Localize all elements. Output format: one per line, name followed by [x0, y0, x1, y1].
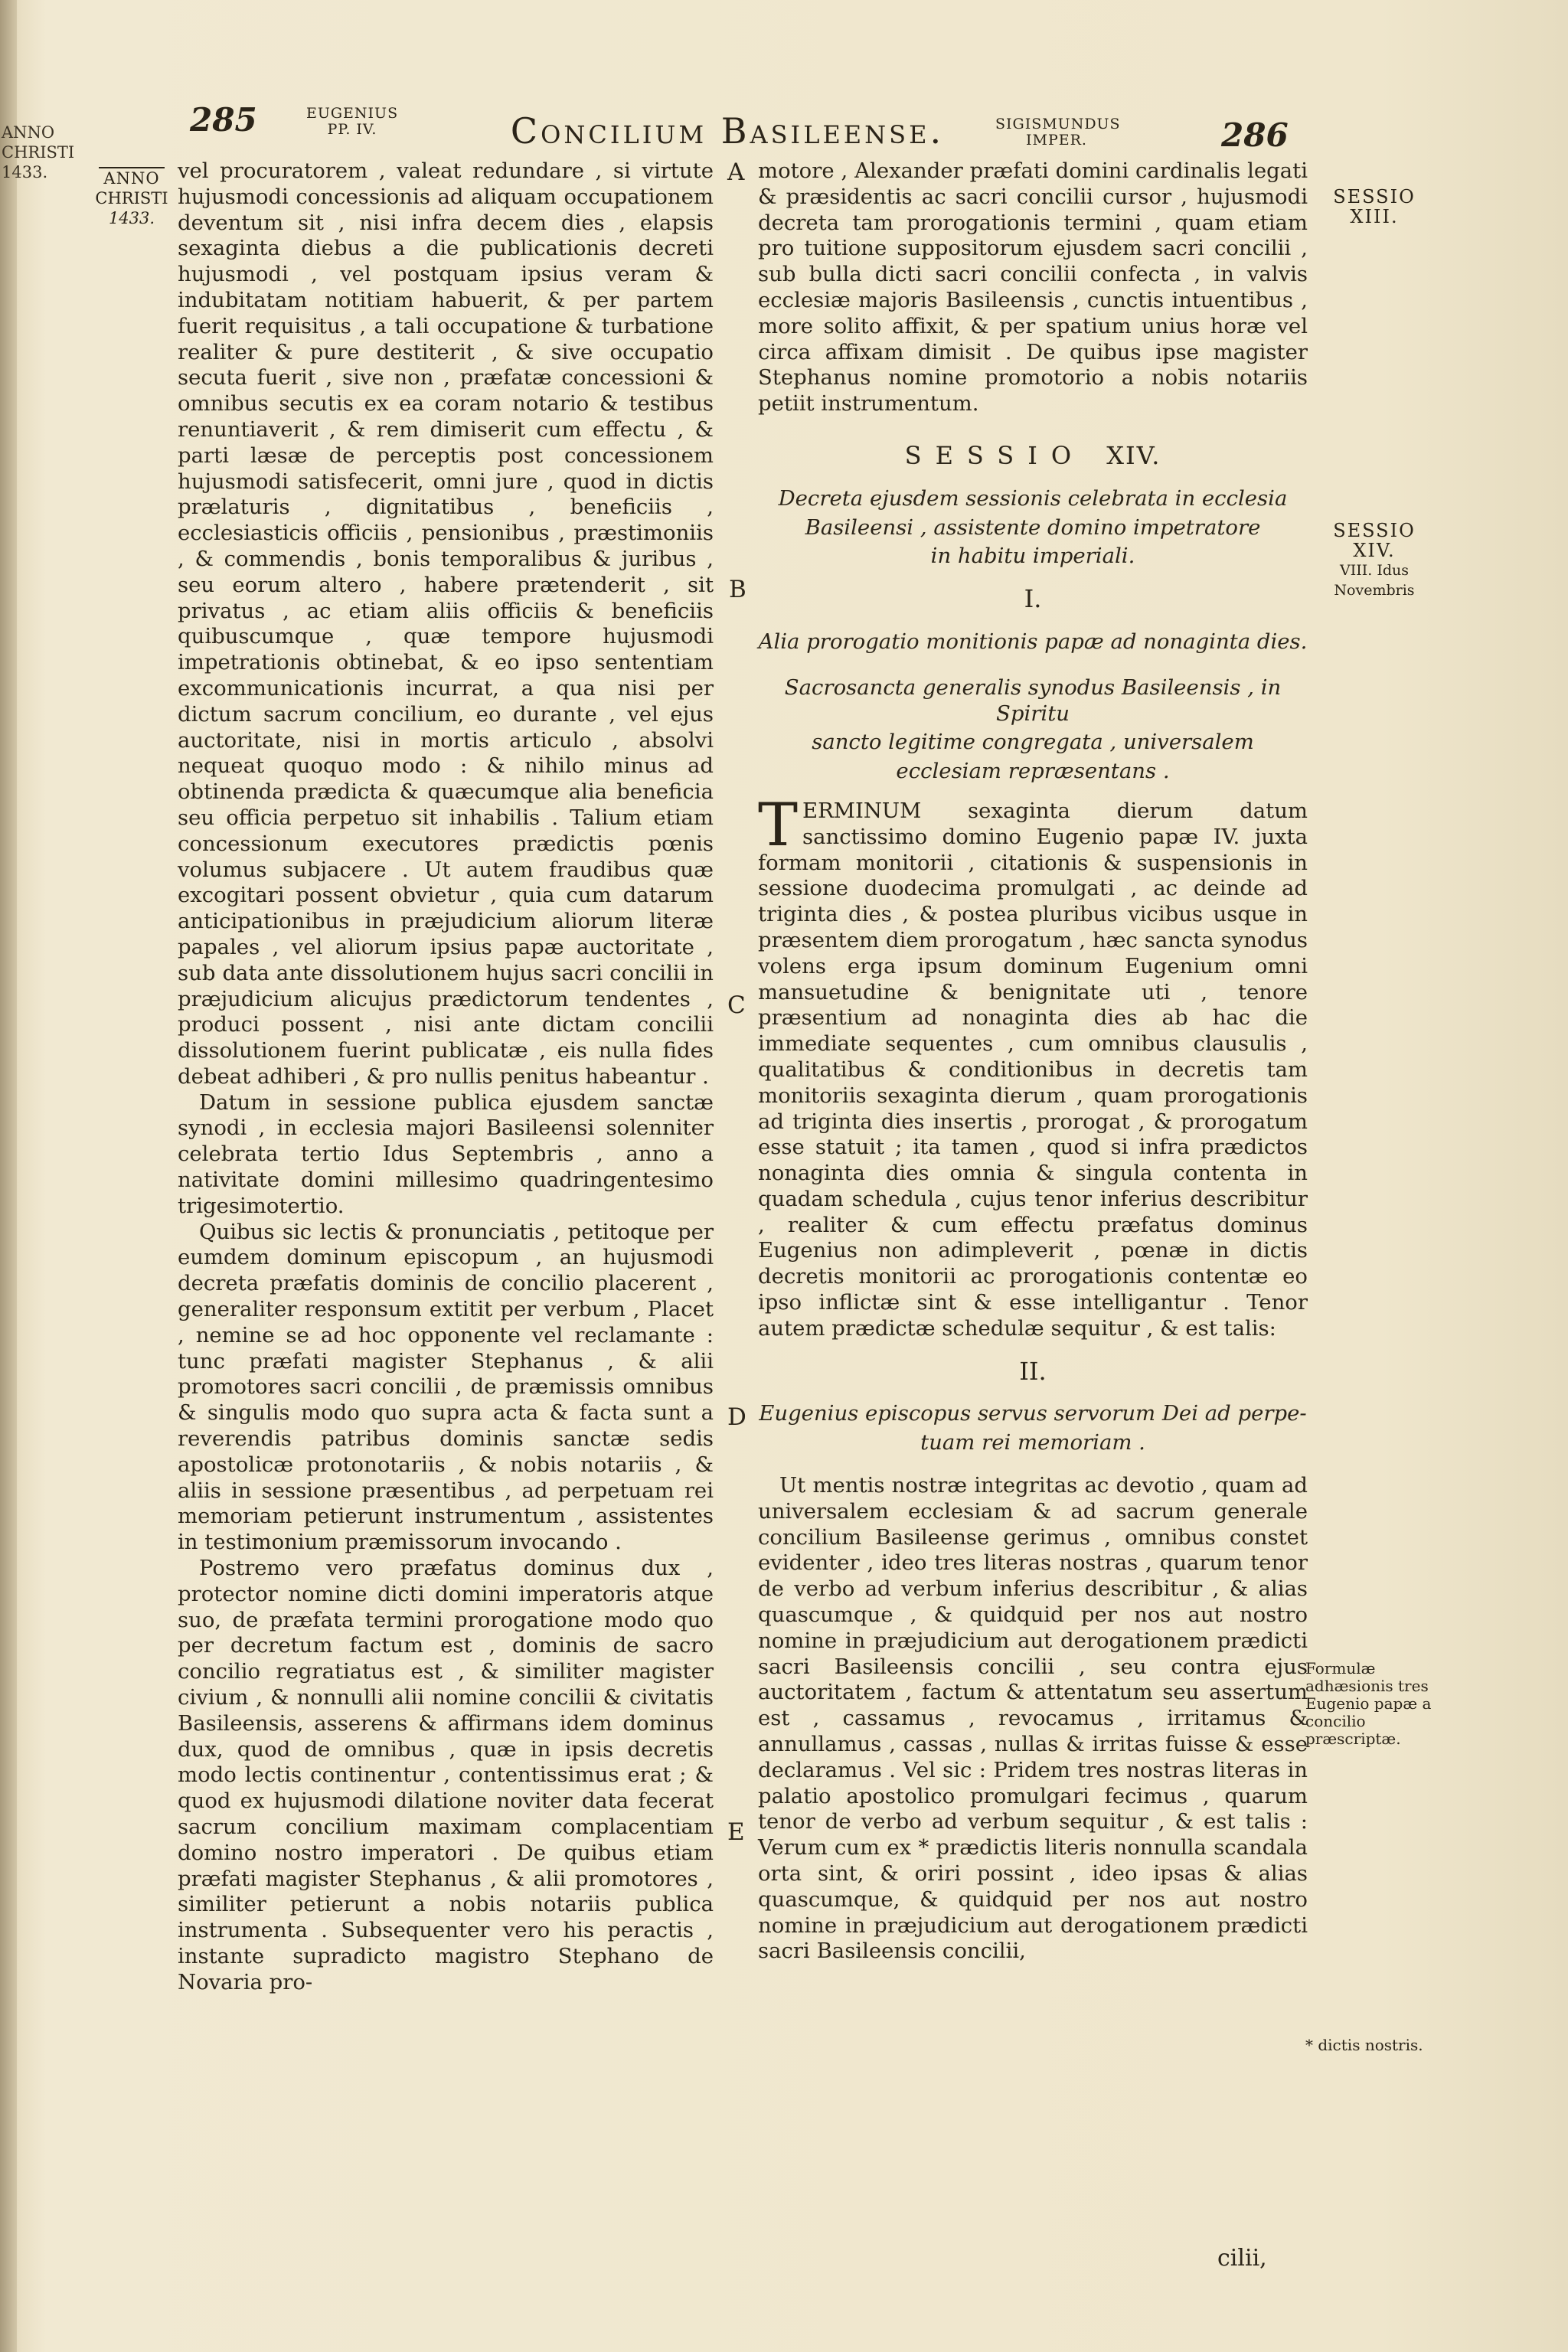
- margin-sessio-xiii: [1305, 187, 1443, 227]
- synodus-heading-line: ecclesiam repræsentans .: [896, 759, 1170, 784]
- sessio-word: SESSIO: [904, 440, 1086, 470]
- margin-sessio-xiv-word: SESSIO: [1333, 520, 1416, 541]
- paragraph: Ut mentis nostræ integritas ac devotio , quam ad universalem ecclesiam & ad sacrum generale concilium Basileense gerimus , omnibus constet evidenter , ideo tres literas nostras , quarum tenor de verbo ad verbum inferius describitur , & alias quascumque , & quidquid per nos aut nostro nomine in præjudicium aut derogationem prædicti sacri Basileensis concilii , seu contra ejus auctoritatem , factum & attentatum seu assertum est , cassamus , revocamus , irritamus & annullamus , cassas , nullas & irritas fuisse & esse declaramus . Vel sic : Pridem tres nostras literas in palatio apostolico promulgari fecimus , quarum tenor de verbo ad verbum sequitur , & est talis : Verum cum ex * prædictis literis nonnulla scandala orta sint, & oriri possint , ideo ipsas & alias quascumque, & quidquid per nos aut nostro nomine in præjudicium aut derogationem prædicti sacri Basileensis concilii,: [758, 1473, 1308, 1964]
- margin-sessio-xiv-month: Novembris: [1334, 582, 1415, 599]
- terminum-text: sexaginta dierum datum sanctissimo domino Eugenio papæ IV. juxta formam monitorii , citationis & suspensionis in sessione duodecima promulgati , ac deinde ad triginta dies , & postea pluribus vicibus usque in præsentem diem prorogatum , hæc sancta synodus volens erga ipsum dominum Eugenium omni mansuetudine & benignitate uti , tenore præsentium ad nonaginta dies ab hac die immediate sequentes , cum omnibus clausulis , qualitatibus & conditionibus in decretis tam monitoriis sexaginta dierum , quam prorogationis ad triginta dies insertis , prorogat , & prorogatum esse statuit ; ita tamen , quod si infra prædictos nonaginta dies omnia & singula contenta in quadam schedula , cujus tenor inferius describitur , realiter & cum effectu præfatus dominus Eugenius non adimpleverit , pœnæ in dictis decretis monitorii ac prorogationis contentæ eo ipso inflictæ sint & esse intelligantur . Tenor autem prædictæ schedulæ sequitur , & est talis:: [758, 798, 1308, 1341]
- running-head-right-line1: SIGISMUNDUS: [995, 116, 1121, 132]
- section-letter-d: D: [727, 1403, 746, 1431]
- margin-sessio-xiv-number: XIV.: [1353, 540, 1396, 561]
- synodus-heading-line: Sacrosancta generalis synodus Basileensis , in Spiritu: [784, 675, 1282, 726]
- left-column: [178, 158, 714, 1996]
- section-numeral-1: I.: [1024, 584, 1042, 614]
- terminum-first-word: ERMINUM: [802, 798, 922, 823]
- sessio-number: XIV.: [1106, 440, 1161, 470]
- paragraph: Datum in sessione publica ejusdem sanctæ synodi , in ecclesia majori Basileensi solenniter celebrata tertio Idus Septembris , anno a nativitate domini millesimo quadringentesimo trigesimotertio.: [178, 1089, 714, 1218]
- prev-margin-line: ANNO: [2, 123, 55, 142]
- margin-sessio-xiv: [1305, 521, 1443, 600]
- eugenius-heading: [758, 1401, 1308, 1456]
- drop-cap: T: [758, 790, 799, 860]
- right-column: [758, 158, 1308, 1965]
- anno-label: ANNO: [99, 167, 164, 188]
- section-numeral-2: II.: [1019, 1356, 1047, 1386]
- paragraph: Quibus sic lectis & pronunciatis , petitoque per eumdem dominum episcopum , an hujusmodi decreta præfatis dominis de concilio placerent , generaliter responsum extitit per verbum , Placet , nemine se ad hoc opponente vel reclamante : tunc præfati magister Stephanus , & alii promotores sacri concilii , de præmissis omnibus & singulis modo quo supra acta & facta sunt a reverendis patribus dominis sanctæ sedis apostolicæ protonotariis , & nobis notariis , & aliis in sessione præsentibus , ad perpetuam rei memoriam petierunt instrumentum , assistentes in testimonium præmissorum invocando .: [178, 1219, 714, 1555]
- christi-label: CHRISTI: [95, 189, 168, 207]
- page-number-right: 286: [1221, 116, 1289, 154]
- catchword: cilii,: [1217, 2245, 1267, 2272]
- decreta-heading-line: Decreta ejusdem sessionis celebrata in ecclesia: [778, 485, 1288, 511]
- margin-sessio-xiii-number: XIII.: [1350, 206, 1399, 227]
- page-number-left: 285: [190, 101, 257, 139]
- paragraph: motore , Alexander præfati domini cardinalis legati & præsidentis ac sacri concilii cursor , hujusmodi decreta tam prorogationis termini , quam etiam pro tuitione suppositorum ejusdem sacri concilii , sub bulla dicti sacri concilii confecta , in valvis ecclesiæ majoris Basileensis , cunctis intuentibus , more solito affixit, & per spatium unius horæ vel circa affixam dimisit . De quibus ipse magister Stephanus nomine promotorio a nobis notariis petiit instrumentum.: [758, 158, 1308, 416]
- running-head-left-line1: EUGENIUS: [306, 105, 399, 122]
- eugenius-heading-line: Eugenius episcopus servus servorum Dei ad perpe-: [759, 1401, 1307, 1426]
- anno-year: 1433.: [108, 209, 155, 227]
- terminum-paragraph: [758, 790, 1308, 1342]
- paragraph: vel procuratorem , valeat redundare , si virtute hujusmodi concessionis ad aliquam occupationem deventum sit , nisi infra decem dies , elapsis sexaginta diebus a die publicationis decreti hujusmodi , vel postquam ipsius veram & indubitatam notitiam habuerit, & per partem fuerit requisitus , a tali occupatione & turbatione realiter & pure destiterit , & sive occupatio secuta fuerit , sive non , præfatæ concessioni & omnibus secutis ex ea coram notario & testibus renuntiaverit , & rem dimiserit cum effectu , & parti læsæ de perceptis post concessionem hujusmodi satisfecerit, omni jure , quod in dictis prælaturis , dignitatibus , beneficiis , ecclesiasticis officiis , pensionibus , præstimoniis , & commendis , bonis temporalibus & juribus , seu eorum altero , habere prætenderit , sit privatus , ac etiam aliis officiis & beneficiis quibuscumque , quæ tempore hujusmodi impetrationis obtinebat, & eo ipso sententiam excommunicationis incurrat, a qua nisi per dictum sacrum concilium, eo durante , vel ejus auctoritate, nisi in mortis articulo , absolvi nequeat quoquo modo : & nihilo minus ad obtinenda prædicta & quæcumque alia beneficia seu officia perpetuo sit inhabilis . Talium etiam concessionum executores prædictis pœnis volumus subjacere . Ut autem fraudibus quæ excogitari possent obvietur , quia cum datarum anticipationibus in præjudicium aliorum literæ papales , vel aliorum ipsius papæ auctoritate , sub data ante dissolutionem hujus sacri concilii in præjudicium alicujus prædictorum tendentes , produci possent , nisi ante dictam concilii dissolutionem fuerint publicatæ , eis nulla fides debeat adhiberi , & pro nullis penitus habeantur .: [178, 158, 714, 1089]
- prev-margin-line: CHRISTI: [2, 143, 75, 162]
- running-head-right-line2: IMPER.: [1026, 132, 1087, 149]
- eugenius-heading-line: tuam rei memoriam .: [920, 1430, 1145, 1455]
- synodus-heading: [758, 675, 1308, 785]
- section-letter-a: A: [727, 158, 745, 186]
- prev-margin-line: 1433.: [2, 163, 48, 181]
- margin-footnote: * dictis nostris.: [1305, 2036, 1423, 2054]
- decreta-heading-line: in habitu imperiali.: [930, 544, 1135, 569]
- sessio-heading: [758, 440, 1308, 470]
- running-head-left: [306, 106, 398, 138]
- book-gutter: [0, 0, 17, 2352]
- prorogatio-title: Alia prorogatio monitionis papæ ad nonaginta dies.: [758, 629, 1308, 654]
- paragraph: Postremo vero præfatus dominus dux , protector nomine dicti domini imperatoris atque suo, de præfata termini prorogatione modo quo per decretum factum est , dominis de sacro concilio regratiatus est , & similiter magister civium , & nonnulli alii nomine concilii & civitatis Basileensis, asserens & affirmans idem dominus dux, quod de omnibus , quæ in ipsis decretis modo lectis continentur , contentissimus erat ; & quod ex hujusmodi dilatione noviter data fecerat sacrum concilium maximam complacentiam domino nostro imperatori . De quibus etiam præfati magister Stephanus , & alii promotores , similiter petierunt a nobis notariis publica instrumenta . Subsequenter vero his peractis , instante supradicto magistro Stephano de Novaria pro-: [178, 1556, 714, 1994]
- margin-note-formulae: Formulæ adhæsionis tres Eugenio papæ a concilio præscriptæ.: [1305, 1659, 1432, 1748]
- decreta-heading: [758, 486, 1308, 570]
- margin-sessio-xiv-date: VIII. Idus: [1340, 562, 1409, 579]
- synodus-heading-line: sancto legitime congregata , universalem: [812, 730, 1254, 755]
- section-letter-b: B: [729, 576, 746, 603]
- running-head-left-line2: PP. IV.: [327, 121, 377, 138]
- page-title: Concilium Basileense.: [510, 110, 945, 152]
- margin-sessio-xiii-word: SESSIO: [1333, 186, 1416, 207]
- running-head-right: [995, 116, 1121, 149]
- anno-christi-margin: [86, 167, 178, 228]
- section-letter-e: E: [727, 1818, 745, 1846]
- decreta-heading-line: Basileensi , assistente domino impetratore: [805, 514, 1261, 540]
- section-letter-c: C: [727, 991, 746, 1019]
